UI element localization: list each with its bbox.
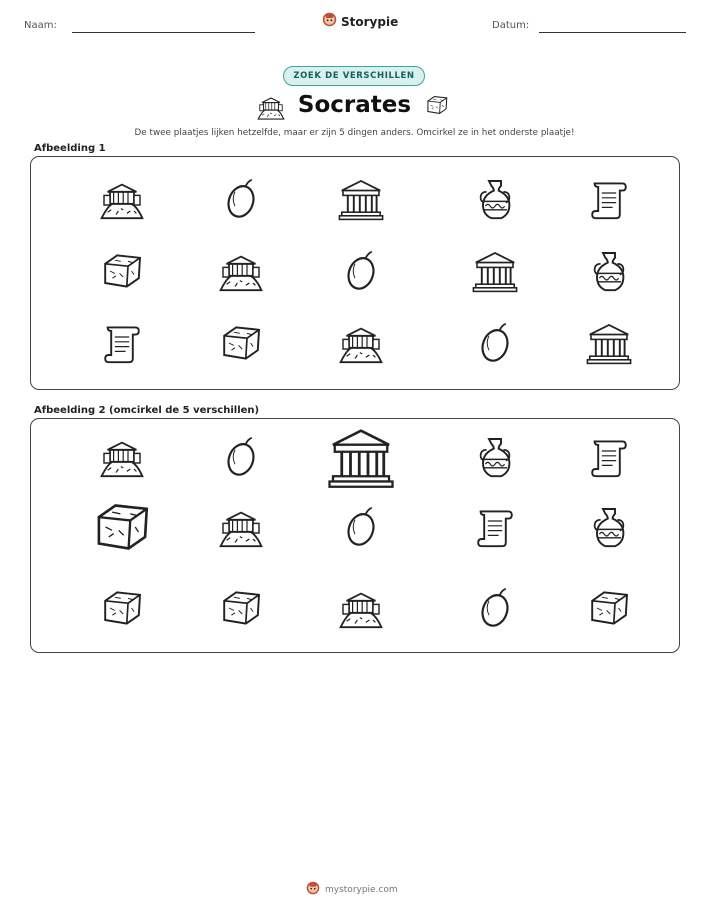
temple-icon <box>585 319 633 367</box>
page-title: Socrates <box>297 92 412 118</box>
stone-block-icon <box>424 92 450 116</box>
name-line[interactable] <box>72 32 255 33</box>
date-label: Datum: <box>492 20 530 31</box>
name-label: Naam: <box>24 20 57 31</box>
scroll-icon[interactable] <box>585 433 633 481</box>
storypie-logo-icon <box>322 12 337 31</box>
acropolis-icon[interactable] <box>217 503 265 551</box>
temple-icon <box>471 247 519 295</box>
picture1-panel <box>30 156 680 390</box>
picture2-panel[interactable] <box>30 418 680 653</box>
stone-block-icon <box>217 319 265 367</box>
picture2-label: Afbeelding 2 (omcirkel de 5 verschillen) <box>34 405 260 416</box>
stone-block-icon[interactable] <box>585 584 633 632</box>
acropolis-icon[interactable] <box>337 584 385 632</box>
olive-icon[interactable] <box>217 433 265 481</box>
brand <box>322 12 398 31</box>
instructions: De twee plaatjes lijken hetzelfde, maar er zijn 5 dingen anders. Omcirkel ze in het onderste plaatje! <box>134 128 575 138</box>
stone-block-icon <box>98 247 146 295</box>
amphora-icon[interactable] <box>585 503 633 551</box>
stone-block-icon[interactable] <box>217 584 265 632</box>
amphora-icon <box>471 175 519 223</box>
olive-icon[interactable] <box>337 503 385 551</box>
olive-icon[interactable] <box>471 584 519 632</box>
scroll-icon <box>98 319 146 367</box>
stone-block-icon[interactable] <box>89 494 155 560</box>
stone-block-icon[interactable] <box>98 584 146 632</box>
olive-icon <box>471 319 519 367</box>
acropolis-icon[interactable] <box>98 433 146 481</box>
game-type-badge: ZOEK DE VERSCHILLEN <box>283 66 425 86</box>
temple-icon[interactable] <box>326 422 396 492</box>
storypie-logo-icon <box>306 880 320 899</box>
amphora-icon <box>585 247 633 295</box>
footer-site[interactable]: mystorypie.com <box>325 884 398 895</box>
olive-icon <box>217 175 265 223</box>
amphora-icon[interactable] <box>471 433 519 481</box>
acropolis-icon <box>98 175 146 223</box>
scroll-icon[interactable] <box>471 503 519 551</box>
acropolis-icon <box>337 319 385 367</box>
date-line[interactable] <box>539 32 686 33</box>
scroll-icon <box>585 175 633 223</box>
brand-name: Storypie <box>341 14 399 29</box>
picture1-label: Afbeelding 1 <box>34 143 106 154</box>
temple-icon <box>337 175 385 223</box>
acropolis-icon <box>256 92 286 118</box>
acropolis-icon <box>217 247 265 295</box>
footer <box>306 880 398 899</box>
olive-icon <box>337 247 385 295</box>
